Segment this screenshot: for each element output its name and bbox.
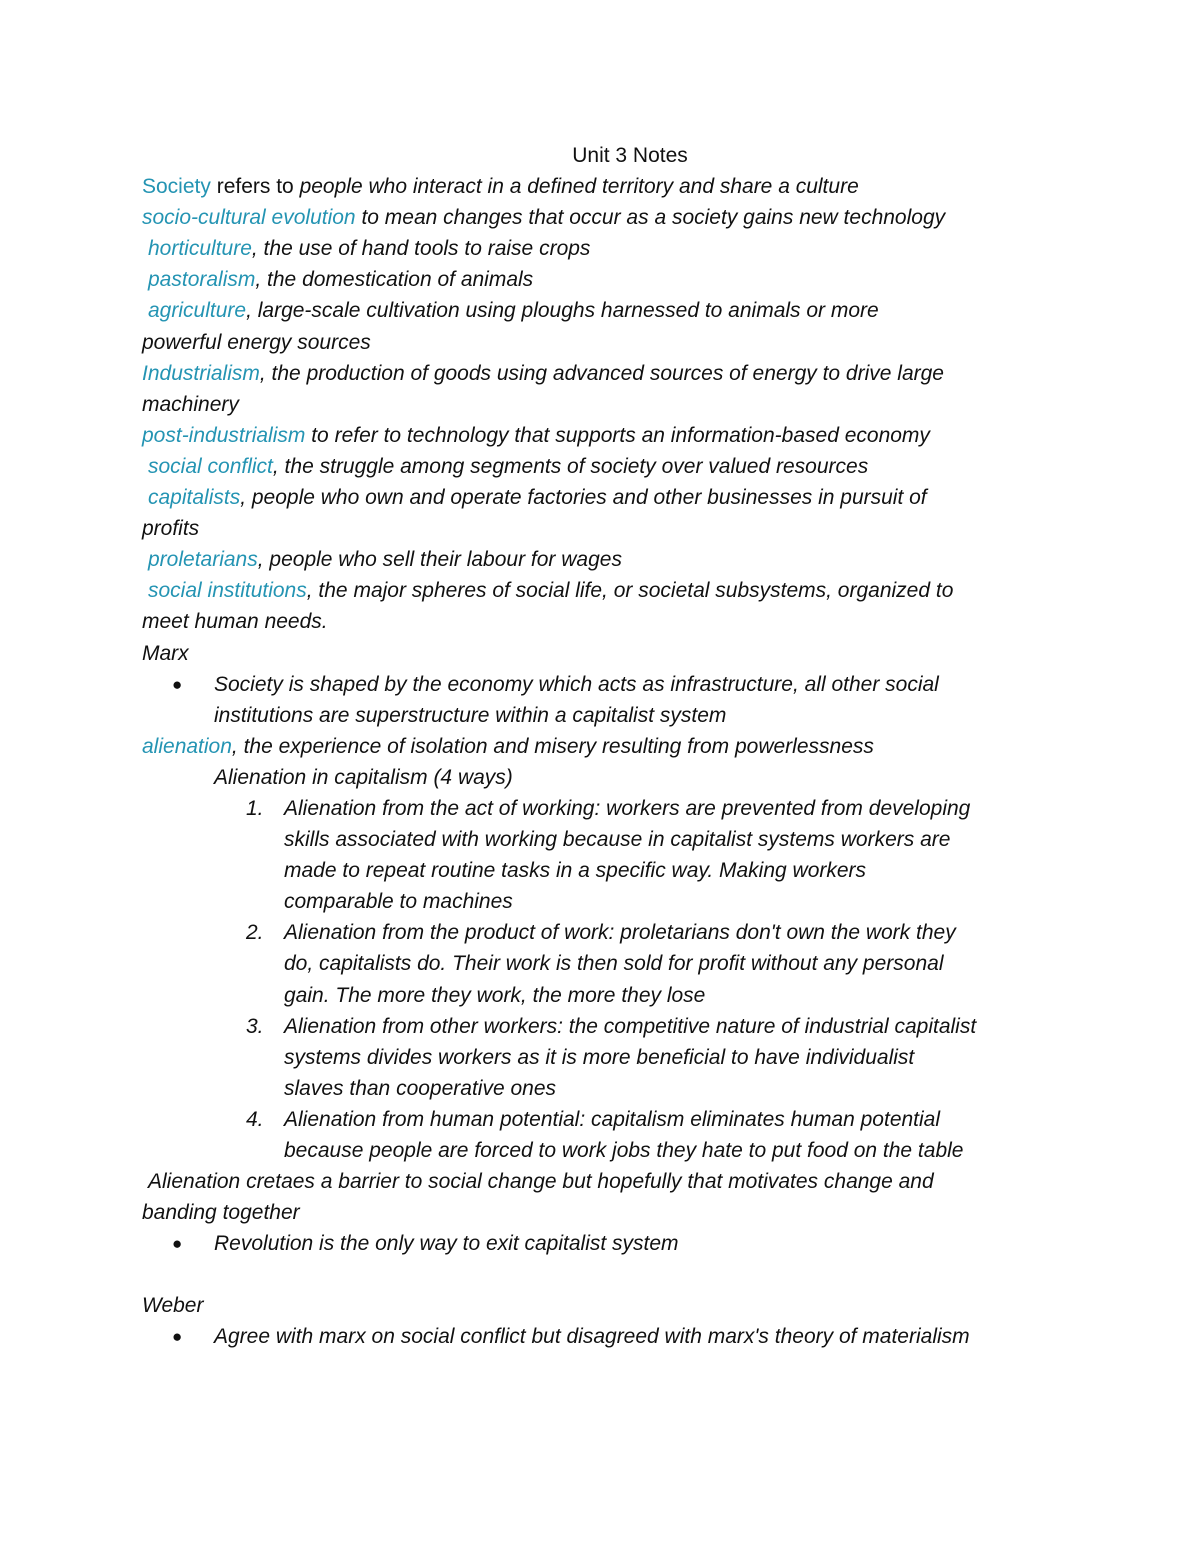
list-number: 2. [246, 921, 264, 945]
def-agriculture-text: , large-scale cultivation using ploughs harnessed to animals or more [246, 299, 879, 323]
bullet-dot-icon: ● [172, 1327, 183, 1347]
def-alienation [142, 731, 1072, 762]
term-industrialism: Industrialism [142, 361, 260, 385]
weber-heading: Weber [142, 1294, 204, 1318]
list-number: 1. [246, 796, 264, 820]
def-post-industrialism-text: to refer to technology that supports an information-based economy [305, 423, 930, 447]
def-social-conflict [142, 451, 1072, 482]
term-alienation: alienation [142, 734, 232, 758]
list-number: 4. [246, 1107, 264, 1131]
def-horticulture-text: , the use of hand tools to raise crops [251, 237, 591, 261]
def-social-institutions [142, 575, 1072, 606]
marx-bullet-cont: institutions are superstructure within a capitalist system [214, 703, 727, 727]
list-item-cont: comparable to machines [284, 890, 513, 914]
def-social-institutions-text: , the major spheres of social life, or societal subsystems, organized to [306, 579, 954, 603]
list-number: 3. [246, 1014, 264, 1038]
def-capitalists [142, 482, 1072, 513]
list-item-cont: made to repeat routine tasks in a specific way. Making workers [284, 859, 867, 883]
weber-bullet-text: Agree with marx on social conflict but disagreed with marx's theory of materialism [214, 1325, 970, 1349]
term-social-conflict: social conflict [148, 454, 273, 478]
list-item-text: Alienation from human potential: capitalism eliminates human potential [284, 1107, 941, 1131]
notes-body [142, 140, 1072, 1353]
blank-line [142, 1259, 1072, 1290]
marx-bullet-text: Society is shaped by the economy which acts as infrastructure, all other social [214, 672, 939, 696]
list-item [142, 1104, 1072, 1135]
revolution-bullet [142, 1228, 1072, 1259]
term-pastoralism: pastoralism [148, 268, 256, 292]
bullet-dot-icon: ● [172, 1234, 183, 1254]
def-society-connector: refers to [210, 175, 300, 199]
list-item-cont: do, capitalists do. Their work is then sold for profit without any personal [284, 952, 944, 976]
marx-heading: Marx [142, 641, 189, 665]
def-pastoralism [142, 264, 1072, 295]
def-industrialism-cont: machinery [142, 392, 239, 416]
list-item-text: Alienation from other workers: the competitive nature of industrial capitalist [284, 1014, 977, 1038]
list-item [142, 917, 1072, 948]
def-agriculture-cont: powerful energy sources [142, 330, 371, 354]
alienation-list [142, 793, 1072, 1166]
page-title: Unit 3 Notes [572, 144, 688, 167]
def-society-text: people who interact in a defined territory and share a culture [299, 175, 859, 199]
alienation-note: Alienation cretaes a barrier to social change but hopefully that motivates change and [148, 1170, 934, 1194]
def-post-industrialism [142, 420, 1072, 451]
term-horticulture: horticulture [148, 237, 252, 261]
revolution-bullet-text: Revolution is the only way to exit capitalist system [214, 1232, 679, 1256]
def-alienation-text: , the experience of isolation and misery resulting from powerlessness [231, 734, 874, 758]
list-item [142, 1011, 1072, 1042]
term-post-industrialism: post-industrialism [142, 423, 306, 447]
def-proletarians-text: , people who sell their labour for wages [257, 548, 622, 572]
bullet-dot-icon: ● [172, 674, 183, 694]
list-item-text: Alienation from the product of work: proletarians don't own the work they [284, 921, 956, 945]
def-horticulture [142, 233, 1072, 264]
term-capitalists: capitalists [148, 486, 241, 510]
def-agriculture [142, 295, 1072, 326]
list-item-cont: gain. The more they work, the more they lose [284, 983, 706, 1007]
alienation-note-cont: banding together [142, 1201, 300, 1225]
list-item-cont: because people are forced to work jobs they hate to put food on the table [284, 1139, 964, 1162]
list-item [142, 793, 1072, 824]
term-agriculture: agriculture [148, 299, 247, 323]
list-item-text: Alienation from the act of working: workers are prevented from developing [284, 796, 971, 820]
def-capitalists-text: , people who own and operate factories and other businesses in pursuit of [240, 486, 927, 510]
term-socio-cultural-evolution: socio-cultural evolution [142, 206, 356, 230]
def-socio-cultural-evolution-text: to mean changes that occur as a society gains new technology [355, 206, 946, 230]
term-society: Society [142, 175, 211, 199]
def-social-institutions-cont: meet human needs. [142, 610, 328, 634]
alienation-subheading: Alienation in capitalism (4 ways) [214, 765, 513, 789]
def-society [142, 171, 1072, 202]
list-item-cont: skills associated with working because in capitalist systems workers are [284, 828, 951, 852]
def-pastoralism-text: , the domestication of animals [255, 268, 534, 292]
list-item-cont: systems divides workers as it is more beneficial to have individualist [284, 1045, 915, 1069]
marx-bullet [142, 669, 1072, 700]
def-capitalists-cont: profits [142, 517, 200, 541]
term-proletarians: proletarians [148, 548, 258, 572]
def-industrialism [142, 358, 1072, 389]
def-socio-cultural-evolution [142, 202, 1072, 233]
def-industrialism-text: , the production of goods using advanced sources of energy to drive large [259, 361, 944, 385]
term-social-institutions: social institutions [148, 579, 307, 603]
def-social-conflict-text: , the struggle among segments of society over valued resources [272, 454, 869, 478]
weber-bullet [142, 1321, 1072, 1352]
def-proletarians [142, 544, 1072, 575]
list-item-cont: slaves than cooperative ones [284, 1076, 557, 1100]
